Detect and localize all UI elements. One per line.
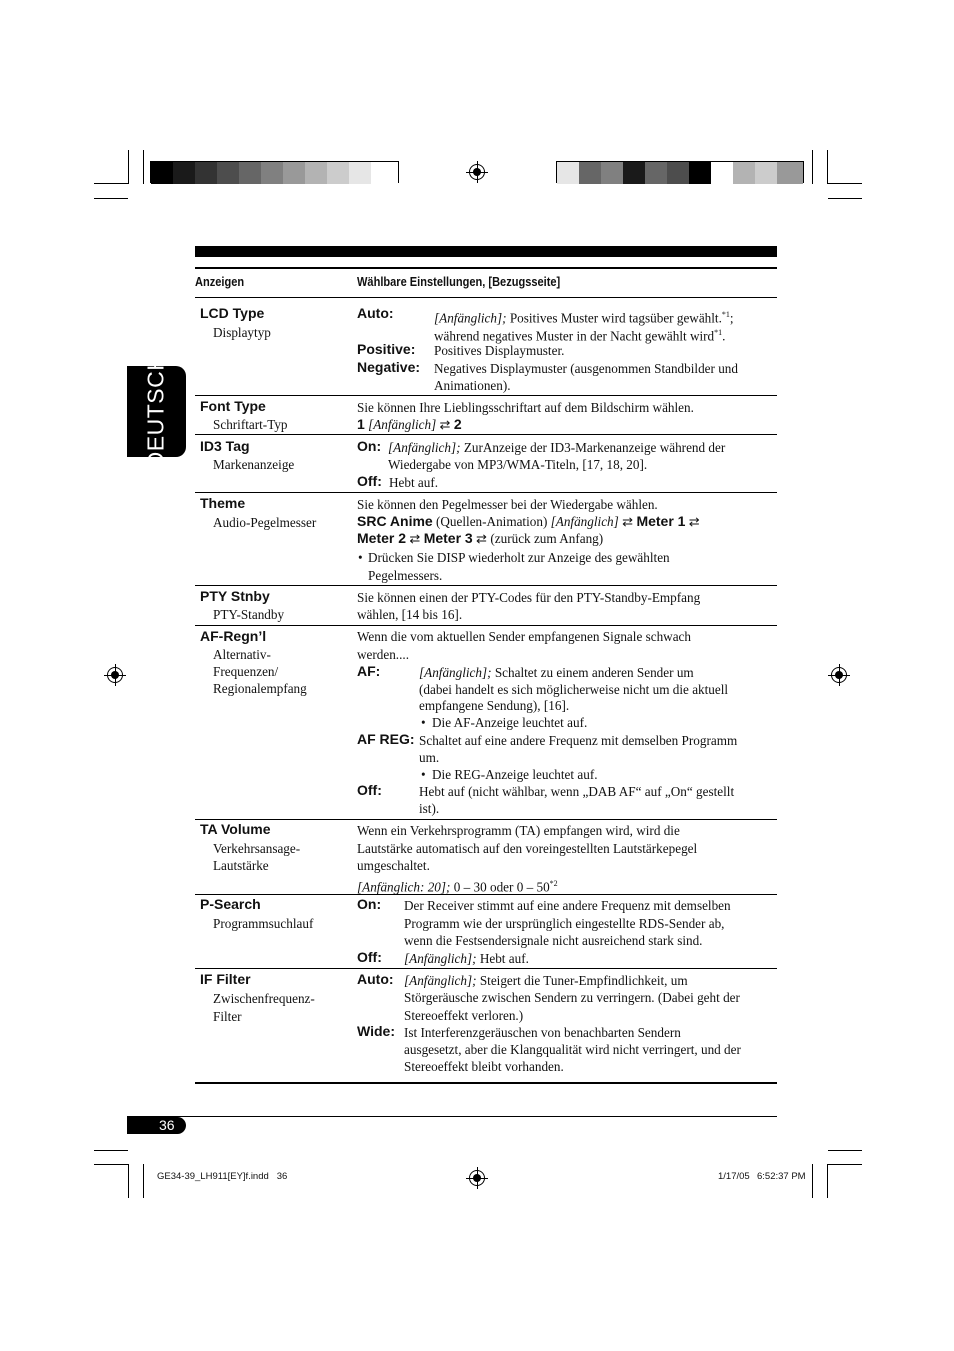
option-text: Störgeräusche zwischen Sendern zu verringern. (Dabei geht der — [404, 990, 740, 1005]
bullet-text: Die REG-Anzeige leuchtet auf. — [432, 767, 598, 782]
cycle-arrow-icon: ⇄ — [622, 514, 634, 529]
row-divider — [195, 395, 777, 396]
option-key: AF: — [357, 663, 381, 679]
option-text: während negatives Muster in der Nacht gewählt wird$^{*1}$. — [434, 328, 726, 344]
option-text: um. — [419, 750, 440, 765]
registration-mark-bottom-icon — [469, 1170, 485, 1186]
option-text: Stereoeffekt bleibt vorhanden. — [404, 1059, 564, 1074]
bullet-text: Drücken Sie DISP wiederholt zur Anzeige des gewählten — [368, 550, 670, 565]
row-subtitle: Filter — [213, 1009, 242, 1024]
top-rule — [195, 246, 777, 257]
option-sequence: Meter 2 ⇄ Meter 3 ⇄ (zurück zum Anfang) — [357, 530, 604, 546]
row-subtitle: Alternativ- — [213, 647, 271, 662]
row-text: Wenn ein Verkehrsprogramm (TA) empfangen wird, wird die — [357, 823, 680, 838]
option-key: Auto: — [357, 305, 394, 321]
option-text: [Anfänglich]; Schaltet zu einem anderen Sender um — [419, 665, 694, 680]
option-text: ist). — [419, 801, 440, 816]
option-key: Auto: — [357, 971, 394, 987]
option-key: AF REG: — [357, 731, 415, 747]
row-subtitle: Zwischenfrequenz- — [213, 991, 315, 1006]
option-text: Programm wie der ursprünglich eingestellte RDS-Sender ab, — [404, 916, 725, 931]
option-text: Negatives Displaymuster (ausgenommen Standbilder und — [434, 361, 738, 376]
option-text: Animationen). — [434, 378, 511, 393]
option-text: Hebt auf. — [389, 475, 439, 490]
row-title: IF Filter — [200, 971, 251, 987]
registration-mark-right-icon — [831, 667, 847, 683]
row-divider — [195, 894, 777, 895]
row-text: Lautstärke automatisch auf den voreingestellten Lautstärkepegel — [357, 841, 698, 856]
option-text: [Anfänglich]; Hebt auf. — [404, 951, 529, 966]
option-text: Hebt auf (nicht wählbar, wenn „DAB AF“ auf „On“ gestellt — [419, 784, 735, 799]
language-tab-label: DEUTSCH — [142, 353, 169, 469]
row-divider — [195, 434, 777, 435]
bullet-marker: • — [358, 550, 363, 565]
row-subtitle: Audio-Pegelmesser — [213, 515, 317, 530]
row-subtitle: Frequenzen/ — [213, 664, 279, 679]
option-key: Wide: — [357, 1023, 395, 1039]
option-text: empfangene Sendung), [16]. — [419, 698, 570, 713]
row-title: PTY Stnby — [200, 588, 270, 604]
row-text: wählen, [14 bis 16]. — [357, 607, 463, 622]
header-top-line — [195, 267, 777, 269]
option-text: Stereoeffekt verloren.) — [404, 1008, 524, 1023]
row-title: LCD Type — [200, 305, 265, 321]
cycle-arrow-icon: ⇄ — [409, 531, 421, 546]
row-divider — [195, 585, 777, 586]
row-subtitle: Schriftart-Typ — [213, 417, 288, 432]
file-name: GE34-39_LH911[EY]f.indd 36 — [157, 1171, 288, 1182]
row-title: AF-Regn’l — [200, 628, 267, 644]
cycle-arrow-icon: ⇄ — [688, 514, 700, 529]
option-text: Positives Displaymuster. — [434, 343, 565, 358]
print-date: 1/17/05 — [718, 1171, 750, 1182]
option-text: (dabei handelt es sich möglicherweise nicht um die aktuell — [419, 682, 729, 697]
page-number: 36 — [159, 1117, 175, 1133]
bullet-text: Pegelmessers. — [368, 568, 443, 583]
row-subtitle: Programmsuchlauf — [213, 916, 314, 931]
grayscale-strip-right — [556, 161, 804, 183]
option-key: Off: — [357, 782, 382, 798]
option-key: Negative: — [357, 359, 421, 375]
row-text: Sie können den Pegelmesser bei der Wiedergabe wählen. — [357, 497, 658, 512]
row-subtitle: Verkehrsansage- — [213, 841, 301, 856]
option-key: Positive: — [357, 341, 416, 357]
row-divider — [195, 492, 777, 493]
registration-mark-top-icon — [469, 164, 485, 180]
row-text: Sie können einen der PTY-Codes für den PTY-Standby-Empfang — [357, 590, 701, 605]
row-subtitle: PTY-Standby — [213, 607, 285, 622]
option-sequence: SRC Anime (Quellen-Animation) [Anfänglich] ⇄ Meter 1 ⇄ — [357, 513, 700, 529]
row-divider — [195, 625, 777, 626]
row-text: [Anfänglich: 20]; 0 – 30 oder 0 – 50$^{*2}$ — [357, 879, 558, 895]
option-text: Der Receiver stimmt auf eine andere Frequenz mit demselben — [404, 898, 731, 913]
row-title: ID3 Tag — [200, 438, 250, 454]
row-title: Font Type — [200, 398, 266, 414]
option-text: wenn die Festsendersignale nicht ausreichend stark sind. — [404, 933, 703, 948]
cycle-arrow-icon: ⇄ — [439, 417, 451, 432]
language-side-tab — [127, 353, 186, 469]
grayscale-strip-left — [150, 161, 399, 183]
column-header-settings: Wählbare Einstellungen, [Bezugsseite] — [357, 274, 561, 289]
row-subtitle: Displaytyp — [213, 325, 271, 340]
footer-rule — [127, 1116, 777, 1117]
row-subtitle: Lautstärke — [213, 858, 269, 873]
row-divider — [195, 968, 777, 969]
option-text: [Anfänglich]; Steigert die Tuner-Empfindlichkeit, um — [404, 973, 688, 988]
row-title: P-Search — [200, 896, 261, 912]
option-text: [Anfänglich]; ZurAnzeige der ID3-Markenanzeige während der — [388, 440, 726, 455]
option-key: Off: — [357, 949, 382, 965]
option-text: ausgesetzt, aber die Klangqualität wird nicht verringert, und der — [404, 1042, 741, 1057]
row-title: TA Volume — [200, 821, 271, 837]
option-key: On: — [357, 438, 382, 454]
row-text: umgeschaltet. — [357, 858, 430, 873]
registration-mark-left-icon — [107, 667, 123, 683]
header-bottom-line — [195, 297, 777, 298]
option-text: [Anfänglich]; Positives Muster wird tagsüber gewählt.$^{*1}$; — [434, 310, 734, 326]
option-text: Ist Interferenzgeräuschen von benachbarten Sendern — [404, 1025, 681, 1040]
option-key: Off: — [357, 473, 382, 489]
option-text: Wiedergabe von MP3/WMA-Titeln, [17, 18, 20]. — [388, 457, 648, 472]
cycle-arrow-icon: ⇄ — [476, 531, 488, 546]
option-text: Schaltet auf eine andere Frequenz mit demselben Programm — [419, 733, 738, 748]
table-bottom-line — [195, 1082, 777, 1084]
print-time: 6:52:37 PM — [757, 1171, 806, 1182]
bullet-text: Die AF-Anzeige leuchtet auf. — [432, 715, 588, 730]
bullet-marker: • — [421, 767, 426, 782]
bullet-marker: • — [421, 715, 426, 730]
row-subtitle: Markenanzeige — [213, 457, 295, 472]
option-key: On: — [357, 896, 382, 912]
column-header-display: Anzeigen — [195, 274, 245, 289]
row-subtitle: Regionalempfang — [213, 681, 307, 696]
option-sequence: 1 [Anfänglich] ⇄ 2 — [357, 416, 462, 432]
row-title: Theme — [200, 495, 246, 511]
row-text: werden.... — [357, 647, 409, 662]
row-text: Sie können Ihre Lieblingsschriftart auf dem Bildschirm wählen. — [357, 400, 694, 415]
row-divider — [195, 819, 777, 820]
row-text: Wenn die vom aktuellen Sender empfangenen Signale schwach — [357, 629, 692, 644]
page-number-tab — [127, 1117, 186, 1134]
